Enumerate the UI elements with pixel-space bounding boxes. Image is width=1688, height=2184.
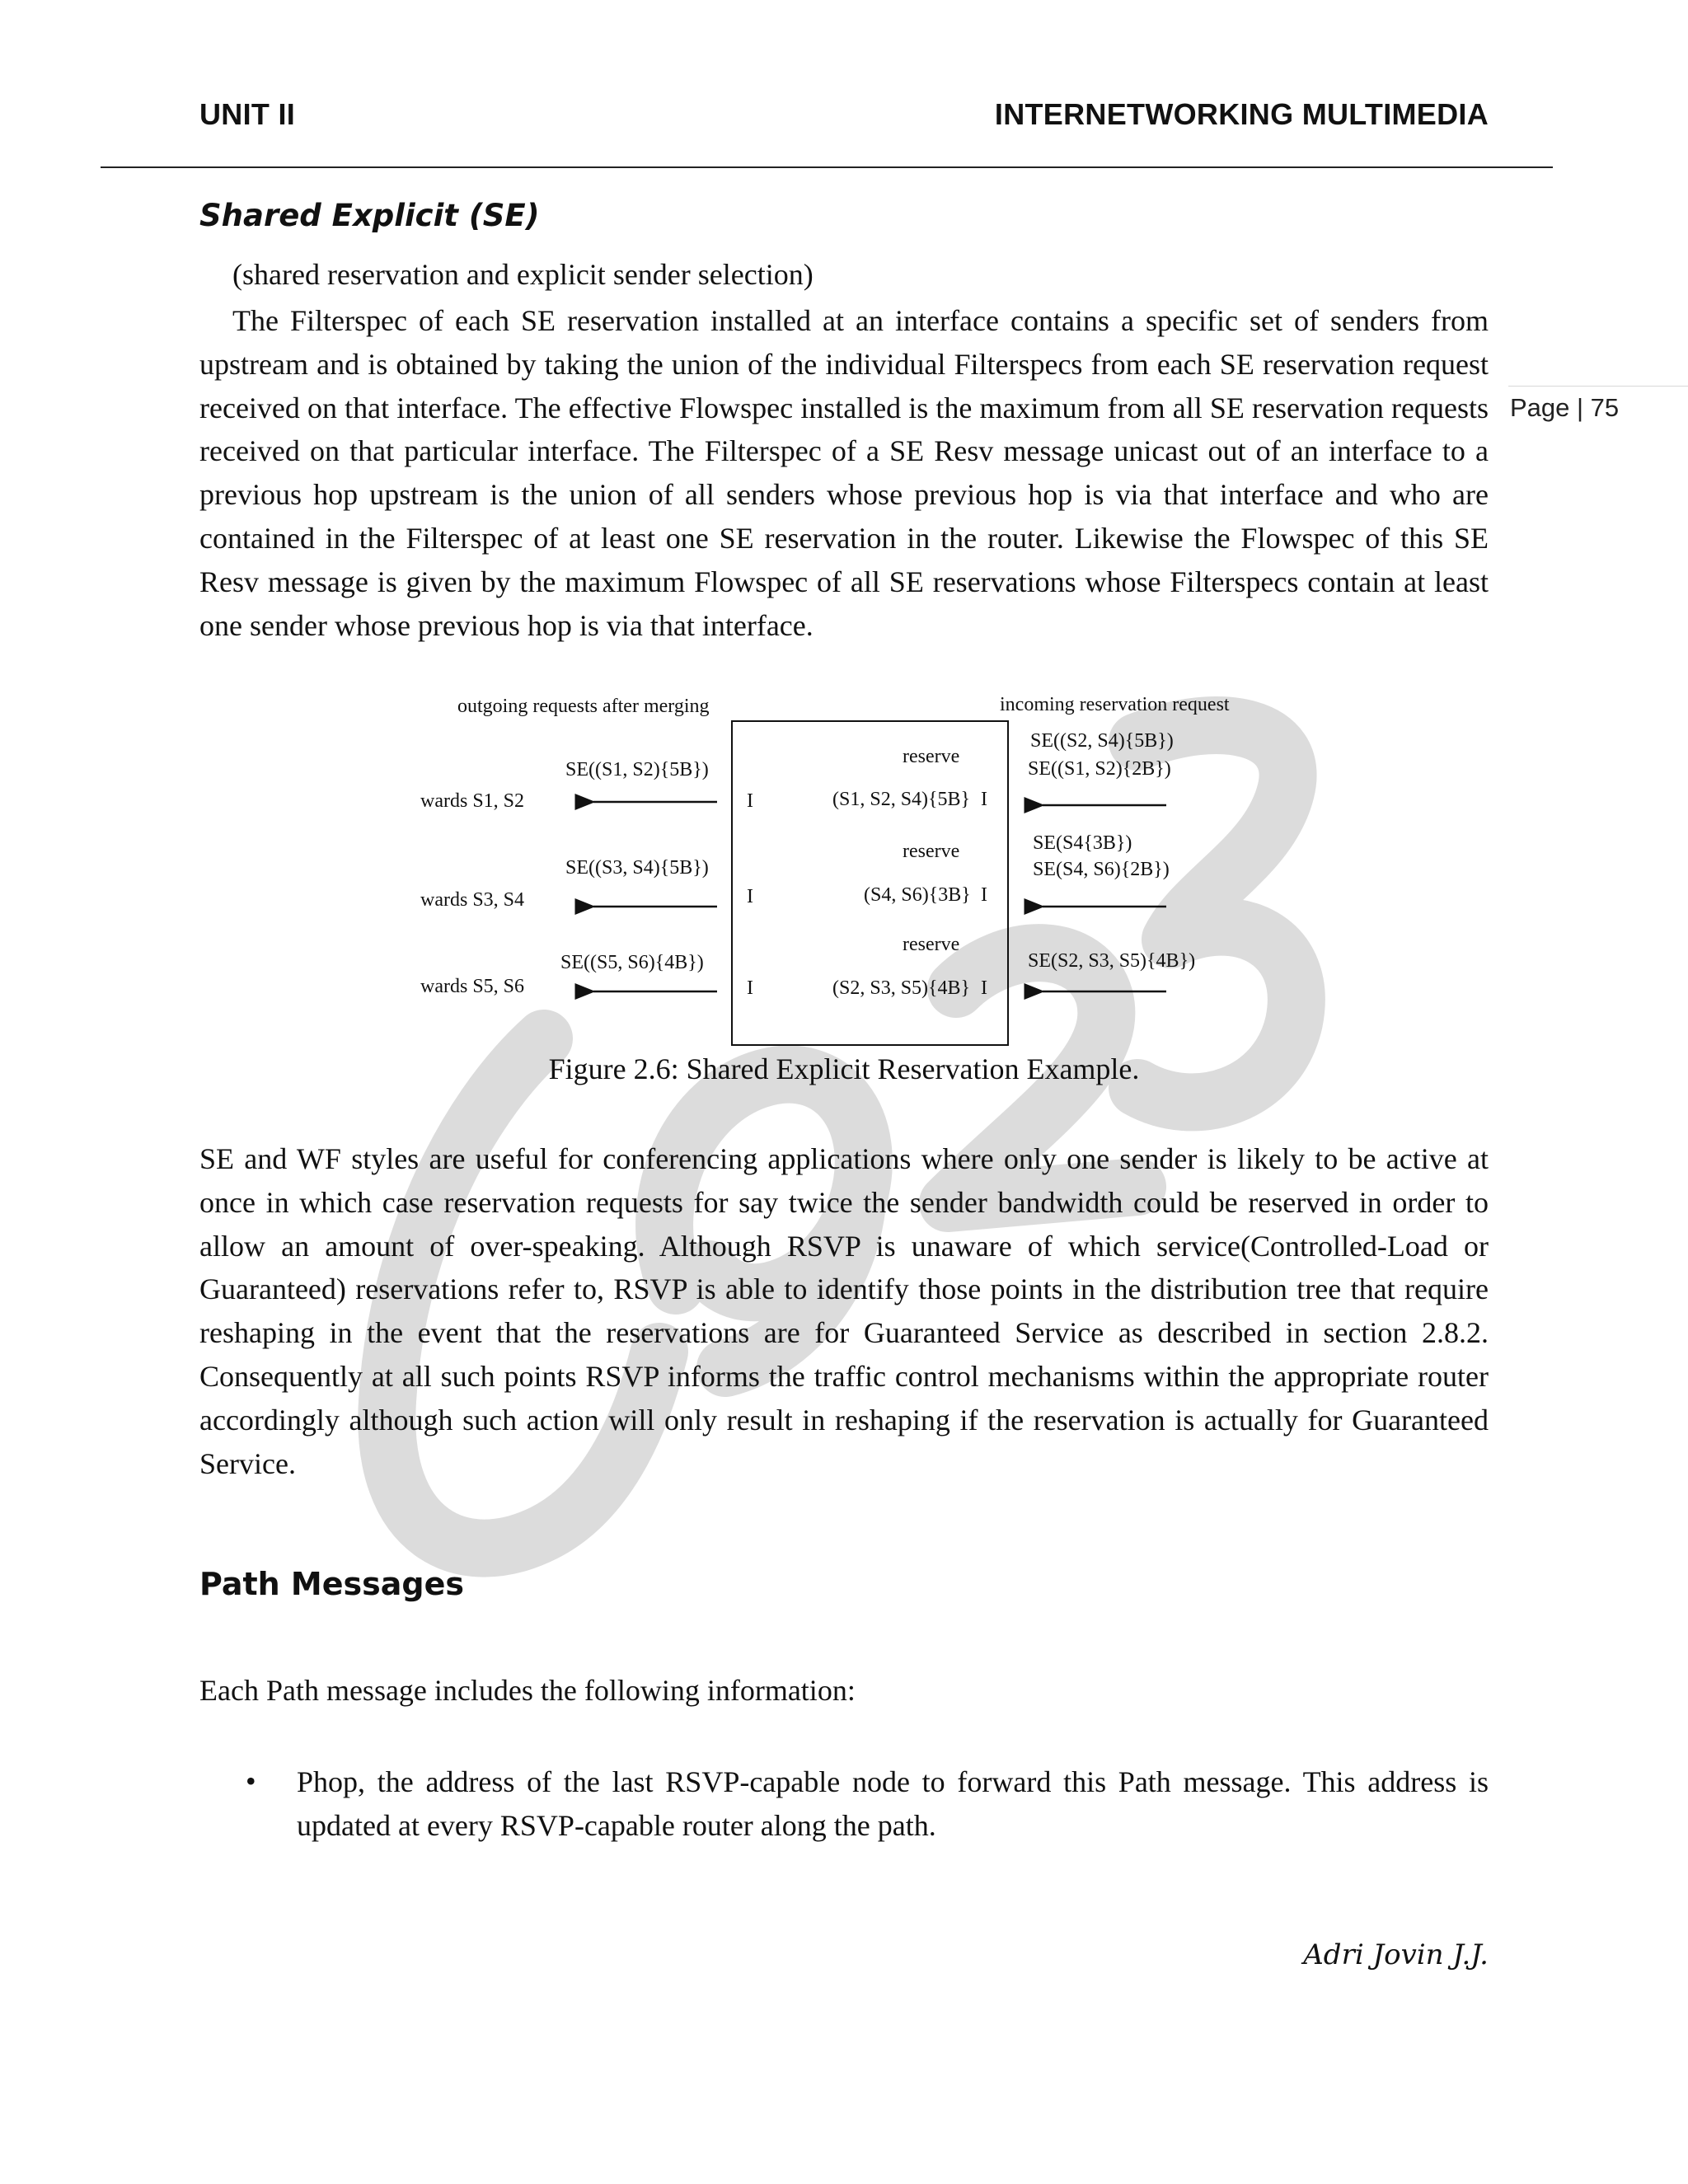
out-msg-row1: SE((S1, S2){5B}) bbox=[565, 759, 709, 780]
reserve-label-row3: reserve bbox=[903, 934, 960, 955]
se-reservation-diagram bbox=[0, 0, 1688, 1071]
interface-mark-row2b: I bbox=[981, 884, 987, 906]
interface-mark-row1b: I bbox=[981, 789, 987, 810]
in-msg-row3-a: SE(S2, S3, S5){4B}) bbox=[1028, 950, 1196, 972]
interface-mark-row2a: I bbox=[747, 886, 753, 907]
author-signature: Adri Jovin J.J. bbox=[1303, 1938, 1489, 1971]
towards-row1: wards S1, S2 bbox=[420, 790, 525, 812]
out-msg-row2: SE((S3, S4){5B}) bbox=[565, 857, 709, 879]
in-msg-row2-b: SE(S4, S6){2B}) bbox=[1033, 859, 1170, 880]
path-messages-intro: Each Path message includes the following information: bbox=[199, 1674, 856, 1707]
towards-row2: wards S3, S4 bbox=[420, 889, 525, 911]
interface-mark-row1a: I bbox=[747, 790, 753, 812]
towards-row3: wards S5, S6 bbox=[420, 976, 525, 997]
reserve-value-row3: (S2, S3, S5){4B} bbox=[832, 977, 971, 999]
paragraph-se-wf-styles: SE and WF styles are useful for conferencing applications where only one sender is likely to be active at once in which case reservation requests for say twice the sender bandwidth could be reserved in order to allow an amount of over-speaking. Although RSVP is unaware of which service(Controlled-Load or Guaranteed) reservations refer to, RSVP is able to identify those points in the distribution tree that require reshaping in the event that the reservations are for Guaranteed Service as described in section 2.8.2. Consequently at all such points RSVP informs the traffic control mechanisms within the appropriate router accordingly although such action will only result in reshaping if the reservation is actually for Guaranteed Service. bbox=[199, 1142, 1489, 1480]
page-number: Page | 75 bbox=[1510, 393, 1620, 422]
reserve-label-row1: reserve bbox=[903, 746, 960, 767]
header-title: INTERNETWORKING MULTIMEDIA bbox=[994, 97, 1489, 131]
reserve-value-row2: (S4, S6){3B} bbox=[864, 884, 971, 906]
figure-left-heading: outgoing requests after merging bbox=[457, 696, 710, 717]
section-subheading: (shared reservation and explicit sender selection) bbox=[232, 258, 814, 291]
header-unit: UNIT II bbox=[199, 97, 296, 131]
in-msg-row1-b: SE((S1, S2){2B}) bbox=[1028, 758, 1171, 780]
interface-mark-row3b: I bbox=[981, 977, 987, 999]
in-msg-row1-a: SE((S2, S4){5B}) bbox=[1030, 730, 1174, 752]
section-heading-shared-explicit: Shared Explicit (SE) bbox=[199, 198, 540, 233]
figure-caption: Figure 2.6: Shared Explicit Reservation Example. bbox=[548, 1052, 1140, 1085]
bullet-item-phop: Phop, the address of the last RSVP-capable node to forward this Path message. This address is updated at every RSVP-capable router along the path. bbox=[297, 1765, 1489, 1842]
paragraph-filterspec: The Filterspec of each SE reservation installed at an interface contains a specific set of senders from upstream and is obtained by taking the union of the individual Filterspecs from each SE reservation request received on that interface. The effective Flowspec installed is the maximum from all SE reservation requests received on that particular interface. The Filterspec of a SE Resv message unicast out of an interface to a previous hop upstream is the union of all senders whose previous hop is via that interface and who are contained in the Filterspec of at least one SE reservation in the router. Likewise the Flowspec of this SE Resv message is given by the maximum Flowspec of all SE reservations whose Filterspecs contain at least one sender whose previous hop is via that interface. bbox=[199, 304, 1489, 642]
bullet-icon: • bbox=[246, 1765, 256, 1797]
figure-right-heading: incoming reservation request bbox=[1000, 694, 1230, 715]
out-msg-row3: SE((S5, S6){4B}) bbox=[560, 952, 704, 973]
reserve-label-row2: reserve bbox=[903, 841, 960, 862]
section-heading-path-messages: Path Messages bbox=[199, 1566, 464, 1602]
interface-mark-row3a: I bbox=[747, 977, 753, 999]
reserve-value-row1: (S1, S2, S4){5B} bbox=[832, 789, 971, 810]
in-msg-row2-a: SE(S4{3B}) bbox=[1033, 832, 1132, 854]
